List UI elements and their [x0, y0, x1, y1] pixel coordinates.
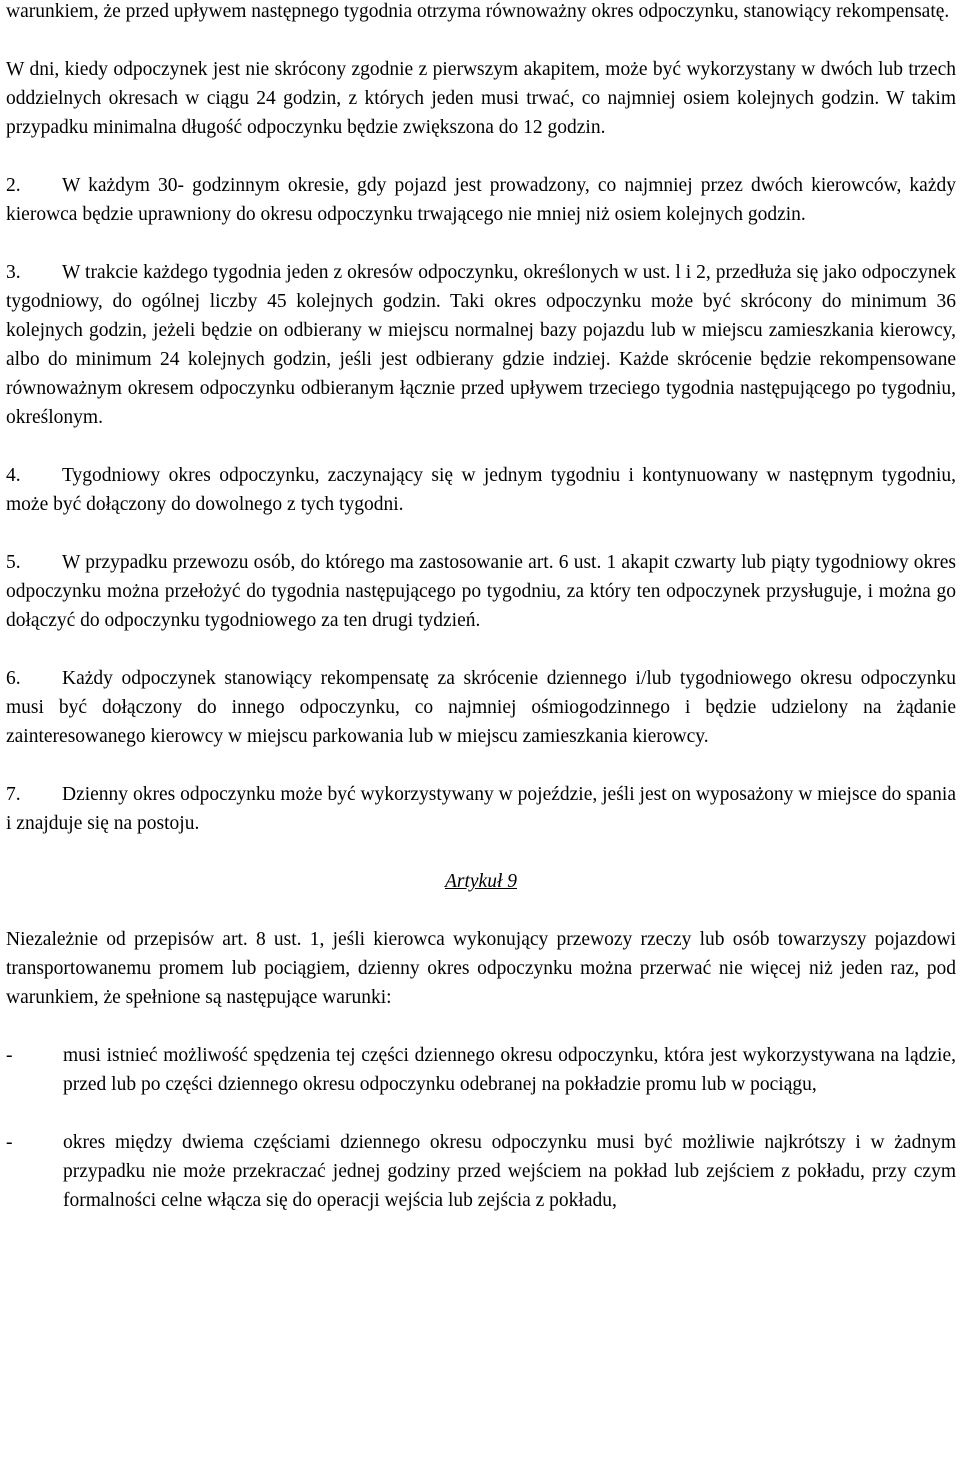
condition-text: musi istnieć możliwość spędzenia tej części dziennego okresu odpoczynku, która jest wykorzystywana na lądzie, przed lub po części dziennego okresu odpoczynku odebranej na pokładzie promu lub w pociągu,: [63, 1045, 956, 1095]
paragraph-5: [6, 548, 956, 635]
intro-continuation-paragraph: warunkiem, że przed upływem następnego tygodnia otrzyma równoważny okres odpoczynku, stanowiący rekompensatę.: [6, 1, 950, 22]
paragraph-number: 6.: [6, 668, 21, 689]
paragraph-number: 5.: [6, 552, 21, 573]
paragraph-number: 4.: [6, 465, 21, 486]
paragraph-text: W trakcie każdego tygodnia jeden z okresów odpoczynku, określonych w ust. l i 2, przedłuża się jako odpoczynek tygodniowy, do ogólnej liczby 45 kolejnych godzin. Taki okres odpoczynku może być skrócony do minimum 36 kolejnych godzin, jeżeli będzie on odbierany w miejscu normalnej bazy pojazdu lub w miejscu zamieszkania kierowcy, albo do minimum 24 kolejnych godzin, jeśli jest odbierany gdzie indziej. Każde skrócenie będzie rekompensowane równoważnym okresem odpoczynku odbieranym łącznie przed upływem trzeciego tygodnia następującego po tygodniu, określonym.: [6, 262, 956, 428]
document-page: [6, 0, 956, 1215]
paragraph-text: Każdy odpoczynek stanowiący rekompensatę za skrócenie dziennego i/lub tygodniowego okresu odpoczynku musi być dołączony do innego odpoczynku, co najmniej ośmiogodzinnego i będzie udzielony na żądanie zainteresowanego kierowcy w miejscu parkowania lub w miejscu zamieszkania kierowcy.: [6, 668, 956, 747]
article-heading: Artykuł 9: [444, 871, 518, 892]
condition-text: okres między dwiema częściami dziennego okresu odpoczynku musi być możliwie najkrótszy i w żadnym przypadku nie może przekraczać jednej godziny przed wejściem na pokład lub zejściem z pokładu, przy czym formalności celne włącza się do operacji wejścia lub zejścia z pokładu,: [63, 1132, 956, 1211]
paragraph-text: W przypadku przewozu osób, do którego ma zastosowanie art. 6 ust. 1 akapit czwarty lub piąty tygodniowy okres odpoczynku można przełożyć do tygodnia następującego po tygodniu, za który ten odpoczynek przysługuje, i można go dołączyć do odpoczynku tygodniowego za ten drugi tydzień.: [6, 552, 956, 631]
paragraph-number: 2.: [6, 175, 21, 196]
paragraph-text: W każdym 30- godzinnym okresie, gdy pojazd jest prowadzony, co najmniej przez dwóch kierowców, każdy kierowca będzie uprawniony do okresu odpoczynku trwającego nie mniej niż osiem kolejnych godzin.: [6, 175, 956, 225]
article-intro-paragraph: Niezależnie od przepisów art. 8 ust. 1, jeśli kierowca wykonujący przewozy rzeczy lub osób towarzyszy pojazdowi transportowanemu promem lub pociągiem, dzienny okres odpoczynku można przerwać nie więcej niż jeden raz, pod warunkiem, że spełnione są następujące warunki:: [6, 929, 956, 1008]
list-dash-marker: -: [6, 1132, 13, 1153]
paragraph-4: [6, 461, 956, 519]
paragraph-text: Dzienny okres odpoczynku może być wykorzystywany w pojeździe, jeśli jest on wyposażony w miejsce do spania i znajduje się na postoju.: [6, 784, 956, 834]
paragraph-text: Tygodniowy okres odpoczynku, zaczynający się w jednym tygodniu i kontynuowany w następnym tygodniu, może być dołączony do dowolnego z tych tygodni.: [6, 465, 956, 515]
condition-list-item: [6, 1041, 956, 1099]
paragraph-3: [6, 258, 956, 432]
paragraph-number: 7.: [6, 784, 21, 805]
split-rest-paragraph: W dni, kiedy odpoczynek jest nie skrócony zgodnie z pierwszym akapitem, może być wykorzystany w dwóch lub trzech oddzielnych okresach w ciągu 24 godzin, z których jeden musi trwać, co najmniej osiem kolejnych godzin. W takim przypadku minimalna długość odpoczynku będzie zwiększona do 12 godzin.: [6, 59, 956, 138]
paragraph-7: [6, 780, 956, 838]
condition-list-item: [6, 1128, 956, 1215]
list-dash-marker: -: [6, 1045, 13, 1066]
paragraph-6: [6, 664, 956, 751]
paragraph-number: 3.: [6, 262, 21, 283]
paragraph-2: [6, 171, 956, 229]
